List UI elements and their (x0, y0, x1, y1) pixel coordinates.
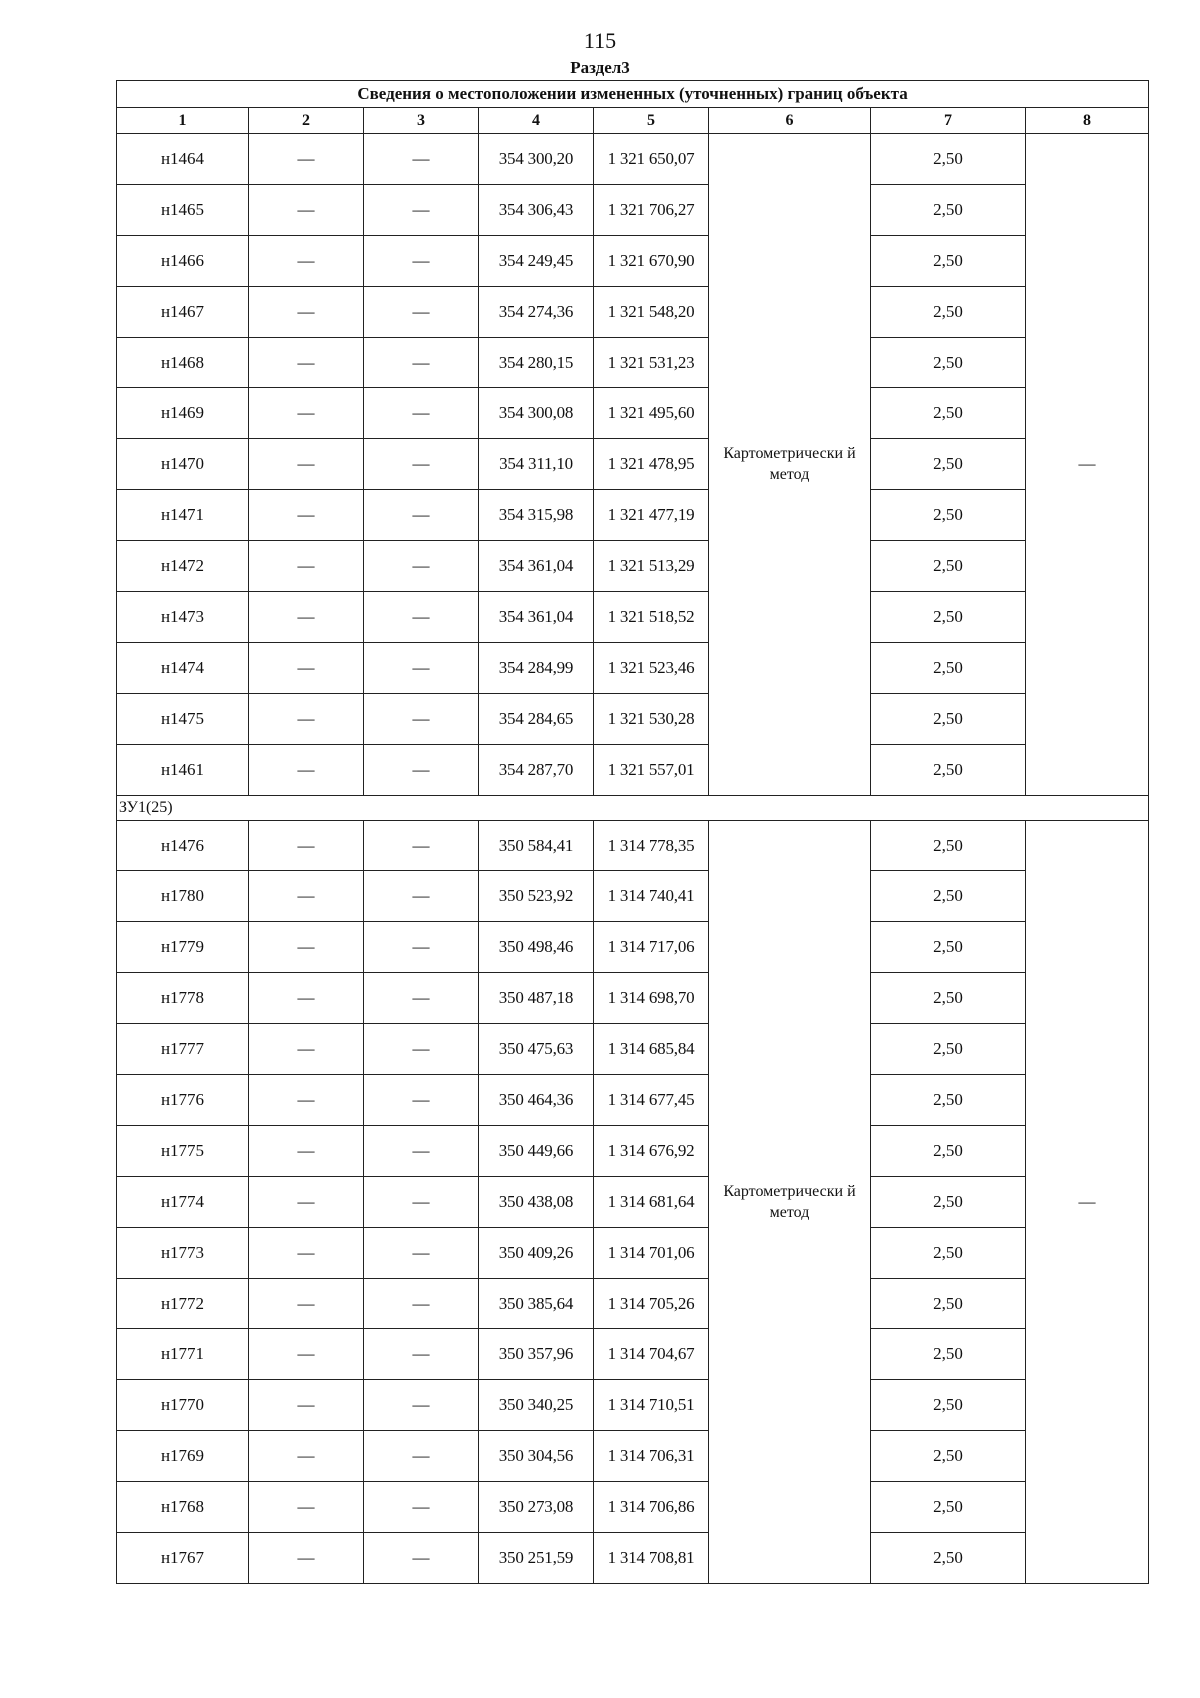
column-2-cell: — (249, 922, 364, 973)
table-row (117, 1024, 1149, 1075)
x-coordinate-cell: 350 438,08 (479, 1176, 594, 1227)
column-2-cell: — (249, 541, 364, 592)
x-coordinate-cell: 354 361,04 (479, 541, 594, 592)
table-row (117, 693, 1149, 744)
y-coordinate-cell: 1 321 513,29 (594, 541, 709, 592)
table-row (117, 871, 1149, 922)
column-2-cell: — (249, 134, 364, 185)
y-coordinate-cell: 1 314 778,35 (594, 820, 709, 871)
point-name-cell: н1467 (117, 286, 249, 337)
table-row (117, 744, 1149, 795)
table-row (117, 592, 1149, 643)
table-row (117, 235, 1149, 286)
accuracy-cell: 2,50 (871, 642, 1026, 693)
x-coordinate-cell: 350 304,56 (479, 1431, 594, 1482)
table-row (117, 1380, 1149, 1431)
column-3-cell: — (364, 1482, 479, 1533)
point-name-cell: н1772 (117, 1278, 249, 1329)
accuracy-cell: 2,50 (871, 134, 1026, 185)
y-coordinate-cell: 1 314 677,45 (594, 1075, 709, 1126)
group-label: ЗУ1(25) (117, 795, 1149, 820)
accuracy-cell: 2,50 (871, 1176, 1026, 1227)
column-3-cell: — (364, 973, 479, 1024)
x-coordinate-cell: 350 464,36 (479, 1075, 594, 1126)
point-name-cell: н1770 (117, 1380, 249, 1431)
table-row (117, 1176, 1149, 1227)
point-name-cell: н1768 (117, 1482, 249, 1533)
column-header-row (117, 108, 1149, 134)
column-header: 7 (871, 108, 1026, 134)
column-2-cell: — (249, 184, 364, 235)
table-row (117, 1227, 1149, 1278)
column-2-cell: — (249, 337, 364, 388)
table-row (117, 439, 1149, 490)
y-coordinate-cell: 1 321 477,19 (594, 490, 709, 541)
column-3-cell: — (364, 490, 479, 541)
boundary-coordinates-table (116, 80, 1149, 1584)
y-coordinate-cell: 1 321 478,95 (594, 439, 709, 490)
point-name-cell: н1777 (117, 1024, 249, 1075)
column-header: 2 (249, 108, 364, 134)
accuracy-cell: 2,50 (871, 693, 1026, 744)
table-row (117, 820, 1149, 871)
accuracy-cell: 2,50 (871, 1024, 1026, 1075)
column-2-cell: — (249, 1431, 364, 1482)
column-3-cell: — (364, 235, 479, 286)
column-2-cell: — (249, 973, 364, 1024)
point-name-cell: н1773 (117, 1227, 249, 1278)
table-row (117, 286, 1149, 337)
accuracy-cell: 2,50 (871, 871, 1026, 922)
column-3-cell: — (364, 1227, 479, 1278)
column-2-cell: — (249, 388, 364, 439)
y-coordinate-cell: 1 321 531,23 (594, 337, 709, 388)
column-3-cell: — (364, 388, 479, 439)
x-coordinate-cell: 354 311,10 (479, 439, 594, 490)
column-2-cell: — (249, 1329, 364, 1380)
table-row (117, 642, 1149, 693)
x-coordinate-cell: 354 287,70 (479, 744, 594, 795)
point-name-cell: н1470 (117, 439, 249, 490)
point-name-cell: н1767 (117, 1533, 249, 1584)
column-2-cell: — (249, 490, 364, 541)
x-coordinate-cell: 350 340,25 (479, 1380, 594, 1431)
table-row (117, 541, 1149, 592)
x-coordinate-cell: 350 357,96 (479, 1329, 594, 1380)
y-coordinate-cell: 1 314 681,64 (594, 1176, 709, 1227)
column-3-cell: — (364, 1329, 479, 1380)
table-body (117, 134, 1149, 1584)
column-3-cell: — (364, 744, 479, 795)
column-2-cell: — (249, 693, 364, 744)
x-coordinate-cell: 350 251,59 (479, 1533, 594, 1584)
x-coordinate-cell: 350 487,18 (479, 973, 594, 1024)
accuracy-cell: 2,50 (871, 592, 1026, 643)
x-coordinate-cell: 350 449,66 (479, 1125, 594, 1176)
point-name-cell: н1469 (117, 388, 249, 439)
point-name-cell: н1779 (117, 922, 249, 973)
accuracy-cell: 2,50 (871, 439, 1026, 490)
y-coordinate-cell: 1 314 708,81 (594, 1533, 709, 1584)
table-row (117, 1431, 1149, 1482)
x-coordinate-cell: 350 273,08 (479, 1482, 594, 1533)
x-coordinate-cell: 350 409,26 (479, 1227, 594, 1278)
point-name-cell: н1780 (117, 871, 249, 922)
column-2-cell: — (249, 1278, 364, 1329)
column-2-cell: — (249, 439, 364, 490)
table-row (117, 1329, 1149, 1380)
x-coordinate-cell: 354 284,99 (479, 642, 594, 693)
accuracy-cell: 2,50 (871, 1431, 1026, 1482)
y-coordinate-cell: 1 321 495,60 (594, 388, 709, 439)
x-coordinate-cell: 354 361,04 (479, 592, 594, 643)
page-number: 115 (583, 28, 617, 53)
y-coordinate-cell: 1 321 706,27 (594, 184, 709, 235)
column-2-cell: — (249, 286, 364, 337)
point-name-cell: н1473 (117, 592, 249, 643)
column-2-cell: — (249, 1176, 364, 1227)
table-row (117, 337, 1149, 388)
y-coordinate-cell: 1 314 685,84 (594, 1024, 709, 1075)
accuracy-cell: 2,50 (871, 973, 1026, 1024)
point-name-cell: н1472 (117, 541, 249, 592)
column-3-cell: — (364, 134, 479, 185)
column-3-cell: — (364, 1278, 479, 1329)
table-row (117, 134, 1149, 185)
y-coordinate-cell: 1 321 650,07 (594, 134, 709, 185)
column-8-cell: — (1026, 820, 1149, 1583)
column-header: 3 (364, 108, 479, 134)
column-3-cell: — (364, 541, 479, 592)
table-row (117, 1125, 1149, 1176)
y-coordinate-cell: 1 314 698,70 (594, 973, 709, 1024)
column-2-cell: — (249, 1125, 364, 1176)
column-3-cell: — (364, 1380, 479, 1431)
column-header: 1 (117, 108, 249, 134)
column-header: 5 (594, 108, 709, 134)
column-2-cell: — (249, 1533, 364, 1584)
column-8-cell: — (1026, 134, 1149, 796)
section-title: Раздел3 (570, 58, 630, 77)
table-row (117, 1075, 1149, 1126)
x-coordinate-cell: 354 249,45 (479, 235, 594, 286)
accuracy-cell: 2,50 (871, 922, 1026, 973)
table-row (117, 388, 1149, 439)
column-3-cell: — (364, 1024, 479, 1075)
table-row (117, 922, 1149, 973)
x-coordinate-cell: 350 475,63 (479, 1024, 594, 1075)
column-3-cell: — (364, 1125, 479, 1176)
point-name-cell: н1776 (117, 1075, 249, 1126)
accuracy-cell: 2,50 (871, 490, 1026, 541)
column-2-cell: — (249, 871, 364, 922)
accuracy-cell: 2,50 (871, 235, 1026, 286)
table-row (117, 184, 1149, 235)
y-coordinate-cell: 1 321 523,46 (594, 642, 709, 693)
column-2-cell: — (249, 642, 364, 693)
column-3-cell: — (364, 1431, 479, 1482)
table-row (117, 1278, 1149, 1329)
y-coordinate-cell: 1 314 705,26 (594, 1278, 709, 1329)
x-coordinate-cell: 354 300,08 (479, 388, 594, 439)
table-row (117, 1482, 1149, 1533)
point-name-cell: н1471 (117, 490, 249, 541)
point-name-cell: н1464 (117, 134, 249, 185)
y-coordinate-cell: 1 321 670,90 (594, 235, 709, 286)
column-2-cell: — (249, 1227, 364, 1278)
column-3-cell: — (364, 286, 479, 337)
point-name-cell: н1465 (117, 184, 249, 235)
column-3-cell: — (364, 1533, 479, 1584)
column-2-cell: — (249, 1075, 364, 1126)
table-row (117, 1533, 1149, 1584)
accuracy-cell: 2,50 (871, 1329, 1026, 1380)
column-3-cell: — (364, 1075, 479, 1126)
x-coordinate-cell: 350 385,64 (479, 1278, 594, 1329)
y-coordinate-cell: 1 321 557,01 (594, 744, 709, 795)
x-coordinate-cell: 354 284,65 (479, 693, 594, 744)
column-header: 4 (479, 108, 594, 134)
accuracy-cell: 2,50 (871, 1227, 1026, 1278)
x-coordinate-cell: 354 306,43 (479, 184, 594, 235)
y-coordinate-cell: 1 314 701,06 (594, 1227, 709, 1278)
accuracy-cell: 2,50 (871, 337, 1026, 388)
point-name-cell: н1466 (117, 235, 249, 286)
column-2-cell: — (249, 1380, 364, 1431)
column-3-cell: — (364, 693, 479, 744)
y-coordinate-cell: 1 314 740,41 (594, 871, 709, 922)
point-name-cell: н1775 (117, 1125, 249, 1176)
column-3-cell: — (364, 184, 479, 235)
x-coordinate-cell: 354 274,36 (479, 286, 594, 337)
y-coordinate-cell: 1 314 717,06 (594, 922, 709, 973)
x-coordinate-cell: 350 498,46 (479, 922, 594, 973)
accuracy-cell: 2,50 (871, 1125, 1026, 1176)
y-coordinate-cell: 1 321 548,20 (594, 286, 709, 337)
point-name-cell: н1475 (117, 693, 249, 744)
column-3-cell: — (364, 820, 479, 871)
accuracy-cell: 2,50 (871, 1380, 1026, 1431)
accuracy-cell: 2,50 (871, 541, 1026, 592)
accuracy-cell: 2,50 (871, 1533, 1026, 1584)
column-header: 8 (1026, 108, 1149, 134)
point-name-cell: н1474 (117, 642, 249, 693)
y-coordinate-cell: 1 314 706,31 (594, 1431, 709, 1482)
accuracy-cell: 2,50 (871, 184, 1026, 235)
y-coordinate-cell: 1 321 530,28 (594, 693, 709, 744)
accuracy-cell: 2,50 (871, 1278, 1026, 1329)
accuracy-cell: 2,50 (871, 286, 1026, 337)
table-row (117, 973, 1149, 1024)
column-2-cell: — (249, 744, 364, 795)
point-name-cell: н1461 (117, 744, 249, 795)
column-3-cell: — (364, 922, 479, 973)
accuracy-cell: 2,50 (871, 1075, 1026, 1126)
y-coordinate-cell: 1 314 710,51 (594, 1380, 709, 1431)
column-3-cell: — (364, 642, 479, 693)
column-2-cell: — (249, 820, 364, 871)
column-3-cell: — (364, 439, 479, 490)
x-coordinate-cell: 354 300,20 (479, 134, 594, 185)
group-label-row (117, 795, 1149, 820)
method-cell: Картометрически й метод (709, 820, 871, 1583)
column-3-cell: — (364, 337, 479, 388)
point-name-cell: н1476 (117, 820, 249, 871)
column-header: 6 (709, 108, 871, 134)
point-name-cell: н1774 (117, 1176, 249, 1227)
x-coordinate-cell: 350 584,41 (479, 820, 594, 871)
y-coordinate-cell: 1 321 518,52 (594, 592, 709, 643)
accuracy-cell: 2,50 (871, 820, 1026, 871)
x-coordinate-cell: 354 315,98 (479, 490, 594, 541)
y-coordinate-cell: 1 314 704,67 (594, 1329, 709, 1380)
column-2-cell: — (249, 1482, 364, 1533)
x-coordinate-cell: 350 523,92 (479, 871, 594, 922)
table-row (117, 490, 1149, 541)
point-name-cell: н1771 (117, 1329, 249, 1380)
column-3-cell: — (364, 871, 479, 922)
point-name-cell: н1468 (117, 337, 249, 388)
point-name-cell: н1778 (117, 973, 249, 1024)
method-cell: Картометрически й метод (709, 134, 871, 796)
column-3-cell: — (364, 1176, 479, 1227)
column-3-cell: — (364, 592, 479, 643)
column-2-cell: — (249, 235, 364, 286)
accuracy-cell: 2,50 (871, 388, 1026, 439)
table-caption: Сведения о местоположении измененных (уточненных) границ объекта (117, 81, 1149, 108)
accuracy-cell: 2,50 (871, 1482, 1026, 1533)
x-coordinate-cell: 354 280,15 (479, 337, 594, 388)
column-2-cell: — (249, 592, 364, 643)
y-coordinate-cell: 1 314 676,92 (594, 1125, 709, 1176)
accuracy-cell: 2,50 (871, 744, 1026, 795)
point-name-cell: н1769 (117, 1431, 249, 1482)
y-coordinate-cell: 1 314 706,86 (594, 1482, 709, 1533)
column-2-cell: — (249, 1024, 364, 1075)
